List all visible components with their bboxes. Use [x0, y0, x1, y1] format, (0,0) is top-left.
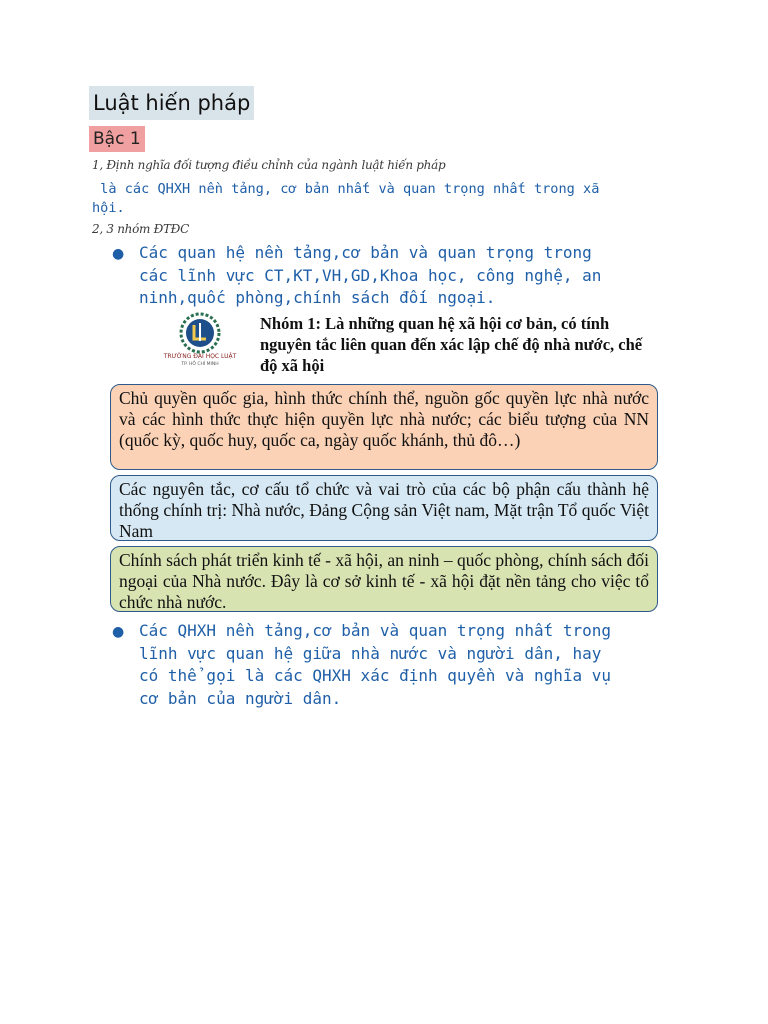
- level-label: Bậc 1: [89, 126, 145, 152]
- bullet-dot-icon: ●: [112, 624, 125, 640]
- heading-groups: 2, 3 nhóm ĐTĐC: [92, 222, 189, 236]
- bullet-dot-icon: ●: [112, 246, 125, 262]
- group-box-policy: Chính sách phát triển kinh tế - xã hội, an ninh – quốc phòng, chính sách đối ngoại của Nhà nước. Đây là cơ sở kinh tế - xã hội đặt nền tảng cho việc tổ chức nhà nước.: [110, 546, 658, 612]
- bullet-2-line: Các QHXH nền tảng,cơ bản và quan trọng nhất trong: [139, 621, 612, 640]
- figure-heading: Nhóm 1: Là những quan hệ xã hội cơ bản, có tính nguyên tắc liên quan đến xác lập chế độ nhà nước, chế độ xã hội: [260, 314, 643, 375]
- logo-subtext: TP. HỒ CHÍ MINH: [181, 362, 219, 367]
- bullet-2-line: lĩnh vực quan hệ giữa nhà nước và người dân, hay: [139, 643, 602, 663]
- group-box-sovereignty: Chủ quyền quốc gia, hình thức chính thể, nguồn gốc quyền lực nhà nước và các hình thức thực hiện quyền lực nhà nước; các biểu tượng của NN (quốc kỳ, quốc huy, quốc ca, ngày quốc khánh, thủ đô…): [110, 384, 658, 470]
- definition-line-2: hội.: [92, 200, 125, 216]
- group-figure: [108, 311, 664, 616]
- logo-text: TRƯỜNG ĐẠI HỌC LUẬT: [163, 353, 237, 360]
- bullet-1-line: các lĩnh vực CT,KT,VH,GD,Khoa học, công nghệ, an: [139, 265, 602, 285]
- heading-definition: 1, Định nghĩa đối tượng điều chỉnh của ngành luật hiến pháp: [92, 158, 446, 172]
- group-box-political-system: Các nguyên tắc, cơ cấu tổ chức và vai trò của các bộ phận cấu thành hệ thống chính trị: Nhà nước, Đảng Cộng sản Việt nam, Mặt trận Tổ quốc Việt Nam: [110, 475, 658, 541]
- university-logo-icon: [163, 311, 237, 371]
- definition-line-1: là các QHXH nền tảng, cơ bản nhất và quan trọng nhất trong xã: [92, 181, 600, 197]
- bullet-1-line: ninh,quốc phòng,chính sách đối ngoại.: [139, 288, 496, 307]
- bullet-2-line: cơ bản của người dân.: [139, 688, 342, 708]
- bullet-2-line: có thể gọi là các QHXH xác định quyền và nghĩa vụ: [139, 666, 612, 685]
- page-title: Luật hiến pháp: [89, 86, 254, 120]
- bullet-1-line: Các quan hệ nền tảng,cơ bản và quan trọng trong: [139, 243, 592, 262]
